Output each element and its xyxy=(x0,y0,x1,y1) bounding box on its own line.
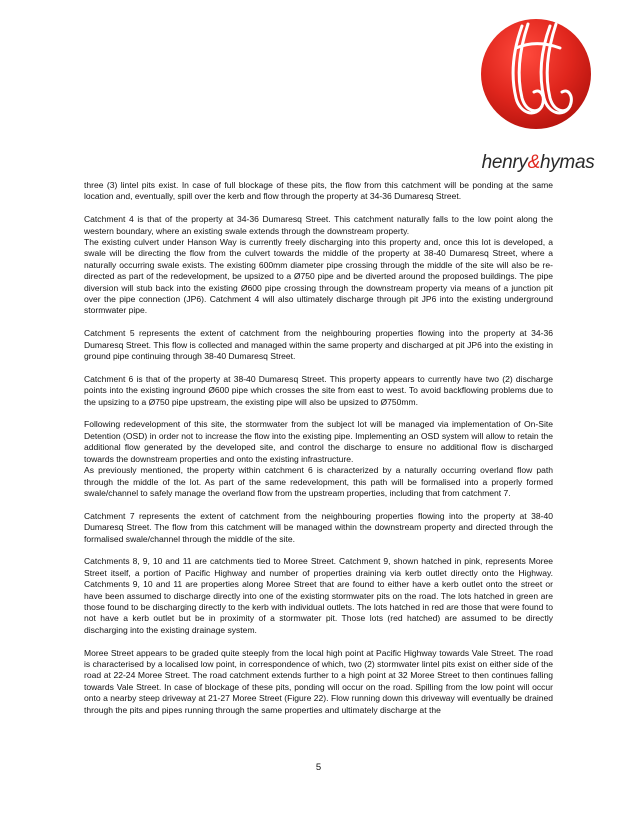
paragraph: Catchments 8, 9, 10 and 11 are catchments tied to Moree Street. Catchment 9, shown hatched in pink, represents Moree Street itself, a portion of Pacific Highway and number of properties draining via kerb outlet directly onto the Highway. Catchments 9, 10 and 11 are properties along Moree Street that are found to either have a kerb outlet onto the street or have been assumed to discharge directly into one of the existing stormwater pits on the road. The lots hatched in green are those found to be discharging directly to the kerb with individual outlets. The lots hatched in red are those that were found to not have a kerb outlet but be in proximity of a stormwater pit. Those lots (red hatched) are assumed to be directly discharging into the existing drainage system. xyxy=(84,556,553,635)
body-text xyxy=(84,180,553,716)
paragraph: Following redevelopment of this site, the stormwater from the subject lot will be managed via implementation of On-Site Detention (OSD) in order not to increase the flow into the existing pipe. Implementing an OSD system will allow to retain the additional flow generated by the developed site, and control the discharge to ensure no additional flow is discharged towards the downstream properties and onto the existing infrastructure. xyxy=(84,419,553,464)
paragraph: Catchment 7 represents the extent of catchment from the neighbouring properties flowing into the property at 38-40 Dumaresq Street. The flow from this catchment will be managed within the downstream property and directed through the formalised swale/channel through the middle of the site. xyxy=(84,510,553,544)
paragraph: three (3) lintel pits exist. In case of full blockage of these pits, the flow from this catchment will be ponding at the same location and, eventually, spill over the kerb and flow through the property at 34-36 Dumaresq Street. xyxy=(84,180,553,202)
page-number: 5 xyxy=(315,762,322,773)
logo-wordmark: henry&hymas xyxy=(481,152,595,173)
paragraph: Moree Street appears to be graded quite steeply from the local high point at Pacific Highway towards Vale Street. The road is characterised by a localised low point, in correspondence of which, two (2) stormwater lintel pits exist on either side of the road at 22-24 Moree Street. The road catchment extends further to a high point at 32 Moree Street to then continues falling towards Vale Street. In case of blockage of these pits, ponding will occur on the road. Spilling from the low point will occur onto a nearby steep driveway at 21-27 Moree Street (Figure 22). Flow running down this driveway will eventually be drained through the pits and pipes running through the same properties and ultimately discharge at the xyxy=(84,647,553,715)
paragraph: Catchment 5 represents the extent of catchment from the neighbouring properties flowing into the property at 34-36 Dumaresq Street. This flow is collected and managed within the same property and discharged at pit JP6 into the existing in ground pipe continuing through 38-40 Dumaresq Street. xyxy=(84,328,553,362)
henry-hymas-logo-icon xyxy=(480,18,592,130)
company-logo xyxy=(468,18,608,173)
paragraph: Catchment 6 is that of the property at 38-40 Dumaresq Street. This property appears to currently have two (2) discharge points into the existing inground Ø600 pipe which crosses the site from east to west. To avoid backflowing problems due to the upsizing to a Ø750 pipe upstream, the existing pipe will also be upsized to Ø750mm. xyxy=(84,373,553,407)
paragraph: Catchment 4 is that of the property at 34-36 Dumaresq Street. This catchment naturally falls to the low point along the western boundary, where an existing swale extends through the downstream property. xyxy=(84,214,553,236)
paragraph: As previously mentioned, the property within catchment 6 is characterized by a naturally occurring overland flow path through the middle of the lot. As part of the same redevelopment, this path will be formalised into a properly formed swale/channel to safely manage the overland flow from the upstream properties, including that from catchment 7. xyxy=(84,465,553,498)
paragraph: The existing culvert under Hanson Way is currently freely discharging into this property and, once this lot is developed, a swale will be directing the flow from the culvert towards the middle of the property at 38-40 Dumaresq Street, where a naturally occurring swale exists. The existing 600mm diameter pipe crossing through the middle of the site will also be re-directed as part of the redevelopment, be upsized to a Ø750 pipe and be diverted around the proposed buildings. The pipe diversion will stub back into the existing Ø600 pipe crossing through the downstream property via means of a junction pit over the pipe connection (JP6). Catchment 4 will also ultimately discharge through pit JP6 into the existing underground stormwater pipe. xyxy=(84,237,553,316)
